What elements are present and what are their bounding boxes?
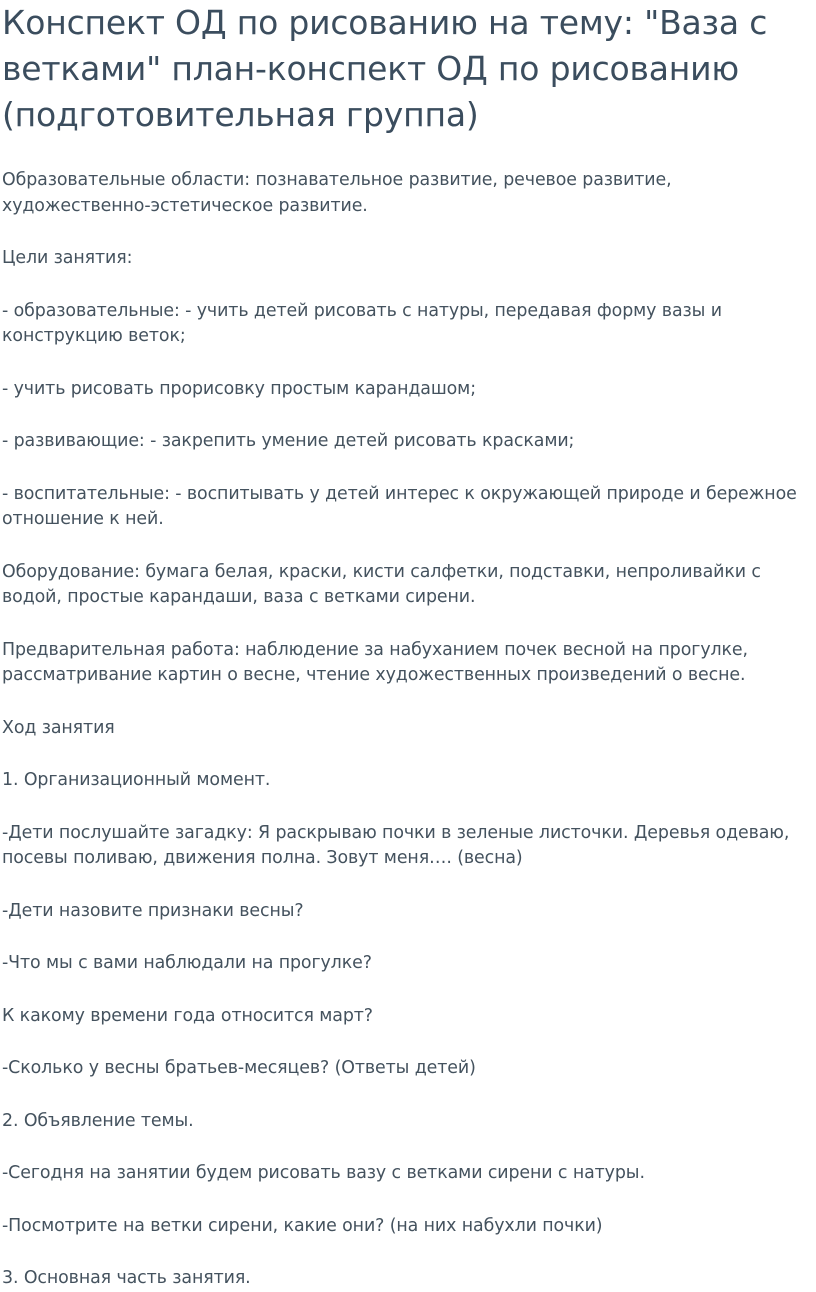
page-title: Конспект ОД по рисованию на тему: "Ваза с ветками" план-конспект ОД по рисованию (подготовительная группа) <box>2 3 768 134</box>
paragraph-riddle: -Дети послушайте загадку: Я раскрываю почки в зеленые листочки. Деревья одеваю, посевы поливаю, движения полна. Зовут меня…. (весна) <box>2 822 790 868</box>
paragraph-main-part: 3. Основная часть занятия. <box>2 1268 251 1288</box>
paragraph-preliminary-work: Предварительная работа: наблюдение за набуханием почек весной на прогулке, рассматривание картин о весне, чтение художественных произведений о весне. <box>2 639 748 685</box>
paragraph-today-task: -Сегодня на занятии будем рисовать вазу с ветками сирени с натуры. <box>2 1163 645 1183</box>
paragraph-goal-pencil: - учить рисовать прорисовку простым карандашом; <box>2 378 476 399</box>
paragraph-look-branches: -Посмотрите на ветки сирени, какие они? (на них набухли почки) <box>2 1215 603 1236</box>
paragraph-spring-signs: -Дети назовите признаки весны? <box>2 900 304 921</box>
paragraph-org-moment: 1. Организационный момент. <box>2 770 271 790</box>
paragraph-goals-heading: Цели занятия: <box>2 248 133 268</box>
paragraph-goal-upbringing: - воспитательные: - воспитывать у детей интерес к окружающей природе и бережное отношение к ней. <box>2 483 797 529</box>
paragraph-topic-announcement: 2. Объявление темы. <box>2 1110 194 1131</box>
paragraph-lesson-course-heading: Ход занятия <box>2 717 115 738</box>
paragraph-march-question: К какому времени года относится март? <box>2 1005 373 1026</box>
paragraph-educational-areas: Образовательные области: познавательное развитие, речевое развитие, художественно-эстетическое развитие. <box>2 170 672 216</box>
paragraph-goal-educational: - образовательные: - учить детей рисовать с натуры, передавая форму вазы и конструкцию веток; <box>2 300 722 346</box>
paragraph-walk-question: -Что мы с вами наблюдали на прогулке? <box>2 953 372 973</box>
paragraph-equipment: Оборудование: бумага белая, краски, кисти салфетки, подставки, непроливайки с водой, простые карандаши, ваза с ветками сирени. <box>2 561 761 607</box>
paragraph-goal-developing: - развивающие: - закрепить умение детей рисовать красками; <box>2 431 575 451</box>
paragraph-months-question: -Сколько у весны братьев-месяцев? (Ответы детей) <box>2 1058 476 1078</box>
